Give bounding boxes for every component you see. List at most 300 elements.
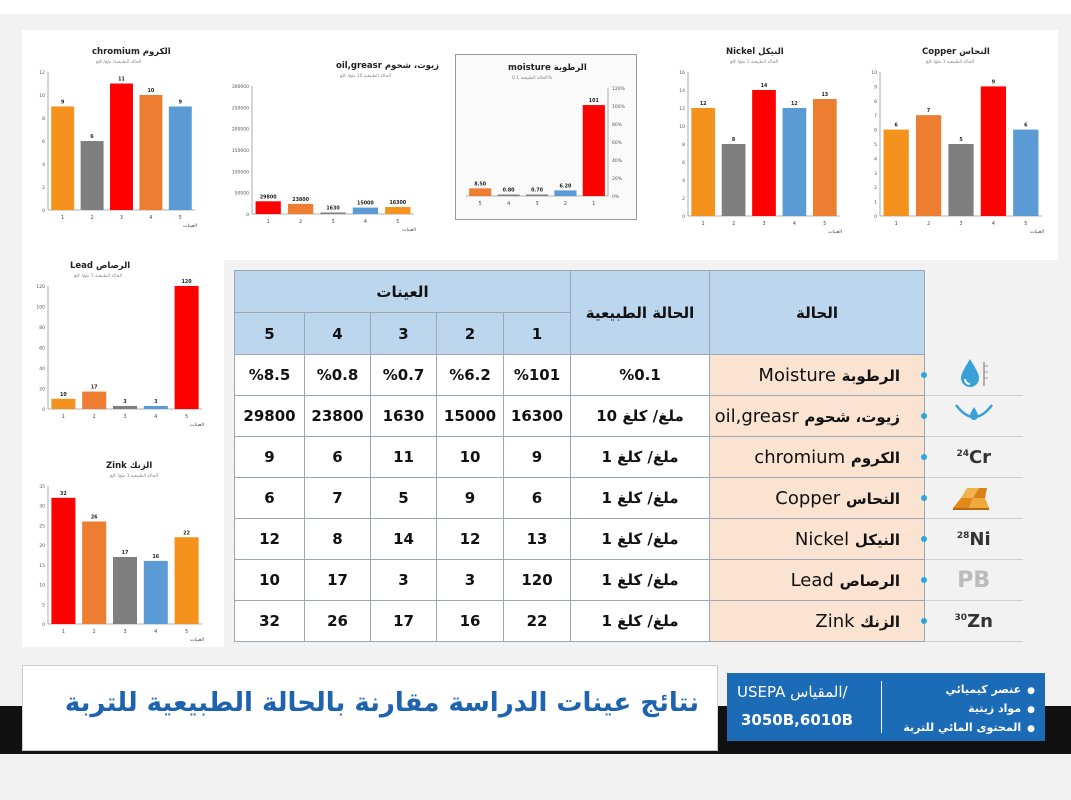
- sample-value: 120: [504, 560, 571, 601]
- state-cell: [710, 396, 925, 437]
- y-tick-label: 14: [679, 89, 685, 94]
- bar: [469, 188, 491, 196]
- state-english: oil,greasr: [714, 405, 799, 427]
- x-tick-label: 3: [123, 630, 127, 635]
- bar: [113, 557, 137, 624]
- bar: [916, 115, 941, 216]
- state-arabic: الزنك: [860, 612, 900, 631]
- bar: [1013, 130, 1038, 216]
- x-tick-label: 3: [762, 222, 766, 227]
- bar: [583, 105, 605, 196]
- state-english: Lead: [790, 569, 834, 591]
- data-label: 10: [147, 89, 155, 94]
- x-tick-label: 4: [363, 220, 367, 225]
- x-axis-label: العينات: [190, 423, 204, 428]
- state-arabic: الكروم: [850, 448, 900, 467]
- data-label: 26: [90, 515, 98, 521]
- y-tick-label: 0: [682, 215, 685, 220]
- sample-value: %101: [504, 355, 571, 396]
- y-tick-label: 2: [874, 186, 877, 192]
- chart-title: Copper النحاس: [922, 47, 990, 57]
- x-tick-label: 1: [592, 202, 596, 207]
- natural-value: 1 ملغ/ كلغ: [571, 560, 710, 601]
- y-tick-label: 60: [39, 346, 45, 352]
- chart-subtitle: الحالة الطبيعية 1 ملغ/ كلغ: [926, 60, 975, 65]
- y-tick-label: 100: [36, 305, 45, 311]
- data-label: 9: [991, 80, 996, 86]
- separator: [881, 681, 882, 733]
- sample-value: 3: [437, 560, 504, 601]
- x-tick-label: 1: [701, 222, 705, 227]
- table-row: [235, 437, 1023, 478]
- chart-subtitle: الحالة الطبيعية 0.1%: [512, 76, 552, 81]
- state-english: chromium: [754, 446, 846, 468]
- x-tick-label: 4: [507, 202, 511, 207]
- chart-title: chromium الكروم: [92, 47, 171, 57]
- y-tick-label: 8: [874, 99, 877, 105]
- chart-title: moisture الرطوبة: [508, 63, 587, 73]
- bar: [256, 201, 281, 214]
- bar: [981, 86, 1006, 216]
- bullet-dot: [921, 618, 927, 624]
- x-axis-label: العينات: [828, 230, 842, 235]
- natural-value: %0.1: [571, 355, 710, 396]
- sample-value: 5: [371, 478, 437, 519]
- x-tick-label: 4: [149, 216, 153, 221]
- y-tick-label: 300000: [231, 85, 249, 90]
- x-tick-label: 3: [535, 202, 539, 207]
- y-tick-label: 8: [42, 117, 45, 122]
- chart-subtitle: الحالة الطبيعية 1 ملغ/ كلغ: [730, 60, 779, 65]
- x-tick-label: 4: [154, 630, 158, 635]
- state-header: الحالة: [710, 271, 925, 355]
- state-arabic: الرطوبة: [841, 366, 900, 385]
- data-label: 0.80: [502, 188, 515, 194]
- x-tick-label: 4: [991, 222, 995, 227]
- data-label: 101: [588, 99, 599, 105]
- standard-legend-box: [727, 673, 1045, 741]
- nickel-chart-svg: [668, 42, 848, 238]
- y-tick-label: 10: [39, 94, 45, 99]
- chromium-element-icon: [925, 437, 1023, 478]
- y-tick-label: 6: [682, 161, 685, 166]
- nickel-chart: [668, 42, 848, 238]
- x-tick-label: 2: [563, 202, 567, 207]
- y-tick-label: 10: [679, 125, 685, 130]
- y-tick-label: 120: [36, 285, 45, 290]
- sample-value: 17: [305, 560, 371, 601]
- x-tick-label: 1: [61, 415, 65, 420]
- y-tick-label: 15: [39, 563, 45, 569]
- results-table: [234, 270, 1023, 642]
- element-symbol: Cr: [968, 446, 992, 468]
- y-tick-label: 0: [42, 408, 45, 413]
- data-label: 12: [791, 102, 798, 107]
- atomic-number: 30: [954, 612, 968, 623]
- data-label: 10: [60, 392, 67, 398]
- data-label: 9: [61, 100, 65, 106]
- copper-chart-svg: [860, 42, 1050, 238]
- bar: [783, 108, 807, 216]
- chart-subtitle: الحالة الطبيعية 1 ملغ/ كلغ: [74, 274, 123, 279]
- y-tick-label: 20%: [612, 177, 623, 182]
- bar: [320, 213, 345, 215]
- copper-bars-glyph: [949, 480, 999, 512]
- oil-chart-svg: [231, 56, 440, 236]
- state-english: Zink: [815, 610, 855, 632]
- data-label: 22: [183, 531, 190, 537]
- data-label: 16300: [389, 201, 407, 207]
- zink-chart: [28, 456, 210, 646]
- y-tick-label: 0: [42, 623, 45, 628]
- sample-value: 26: [305, 601, 371, 642]
- table-row: [235, 396, 1023, 437]
- oil-icon: [925, 396, 1023, 437]
- bar: [722, 144, 746, 216]
- x-tick-label: 5: [396, 220, 400, 225]
- samples-header: العينات: [235, 271, 571, 313]
- sample-number: 4: [305, 313, 371, 355]
- x-tick-label: 5: [185, 630, 189, 635]
- data-label: 8.50: [474, 182, 487, 188]
- table-row: [235, 355, 1023, 396]
- moisture-chart-svg: [458, 58, 634, 218]
- oil-chart: [231, 56, 440, 236]
- copper-bars-icon: [925, 478, 1023, 519]
- sample-value: 15000: [437, 396, 504, 437]
- moisture-chart: [458, 58, 634, 218]
- y-tick-label: 1: [874, 200, 877, 206]
- y-tick-label: 6: [42, 140, 45, 145]
- sample-value: 32: [235, 601, 305, 642]
- bar: [948, 144, 973, 216]
- zinc-element-icon: [925, 601, 1023, 642]
- element-symbol: PB: [957, 567, 991, 593]
- state-cell: [710, 437, 925, 478]
- bar: [144, 561, 168, 624]
- y-tick-label: 100000: [231, 170, 249, 176]
- y-tick-label: 12: [39, 71, 45, 76]
- bar: [884, 130, 909, 216]
- bar: [110, 84, 133, 211]
- y-tick-label: 20: [39, 544, 45, 550]
- icon-header: [925, 271, 1023, 355]
- x-tick-label: 3: [119, 216, 124, 221]
- x-tick-label: 5: [1024, 222, 1028, 227]
- y-tick-label: 0: [42, 209, 45, 214]
- bar: [82, 392, 106, 409]
- natural-value: 1 ملغ/ كلغ: [571, 519, 710, 560]
- sample-value: 9: [235, 437, 305, 478]
- y-tick-label: 50000: [234, 191, 249, 197]
- sample-value: 6: [235, 478, 305, 519]
- x-tick-label: 2: [92, 415, 96, 420]
- y-tick-label: 0: [874, 215, 877, 220]
- data-label: 6: [1024, 123, 1028, 129]
- x-tick-label: 2: [299, 220, 303, 225]
- x-tick-label: 1: [266, 220, 270, 225]
- element-symbol: Zn: [967, 610, 993, 632]
- y-tick-label: 3: [874, 171, 877, 177]
- state-cell: [710, 601, 925, 642]
- sample-value: 23800: [305, 396, 371, 437]
- data-label: 5: [959, 138, 963, 143]
- sample-value: %6.2: [437, 355, 504, 396]
- bar: [139, 95, 162, 210]
- data-label: 120: [181, 280, 192, 285]
- data-label: 11: [118, 77, 125, 83]
- state-arabic: النيكل: [854, 530, 900, 549]
- chart-title: Zink الزنك: [106, 461, 153, 471]
- bar: [385, 207, 410, 214]
- sample-value: 16300: [504, 396, 571, 437]
- bar: [144, 406, 168, 409]
- state-english: Copper: [775, 487, 841, 509]
- sample-value: %0.8: [305, 355, 371, 396]
- state-english: Nickel: [794, 528, 850, 550]
- bar: [554, 190, 576, 196]
- table-row: [235, 560, 1023, 601]
- bar: [51, 498, 75, 624]
- x-axis-label: العينات: [1030, 230, 1044, 235]
- atomic-number: 24: [956, 448, 969, 459]
- sample-value: 6: [504, 478, 571, 519]
- state-cell: [710, 478, 925, 519]
- natural-header: الحالة الطبيعية: [571, 271, 710, 355]
- bar: [51, 107, 74, 211]
- y-tick-label: 20: [39, 387, 45, 393]
- data-label: 8: [731, 138, 736, 143]
- top-strip: [0, 0, 1071, 14]
- standard-codes: 3050B,6010B: [741, 711, 854, 729]
- legend-item: ● المحتوى المائي للتربة: [903, 719, 1035, 738]
- bullet-dot: [921, 495, 927, 501]
- natural-value: 1 ملغ/ كلغ: [571, 478, 710, 519]
- x-tick-label: 5: [478, 202, 482, 207]
- sample-value: 3: [371, 560, 437, 601]
- x-tick-label: 1: [61, 630, 65, 635]
- x-tick-label: 4: [154, 415, 158, 420]
- sample-value: %0.7: [371, 355, 437, 396]
- bar: [752, 90, 776, 216]
- chromium-chart: [28, 42, 203, 232]
- data-label: 32: [60, 491, 67, 497]
- chart-title: Nickel النيكل: [726, 47, 784, 57]
- sample-value: 8: [305, 519, 371, 560]
- natural-value: 1 ملغ/ كلغ: [571, 601, 710, 642]
- bar: [113, 406, 137, 409]
- y-tick-label: 40: [39, 367, 45, 372]
- chart-subtitle: الحالة الطبيعية/ ملغ/ كلغ: [96, 60, 142, 65]
- natural-value: 1 ملغ/ كلغ: [571, 437, 710, 478]
- bullet-dot: [921, 372, 927, 378]
- sample-number: 3: [371, 313, 437, 355]
- sample-number: 2: [437, 313, 504, 355]
- data-label: 6: [90, 135, 94, 140]
- x-axis-label: العينات: [402, 228, 416, 233]
- bar: [526, 195, 548, 197]
- y-tick-label: 2: [682, 197, 685, 202]
- y-tick-label: 40%: [612, 159, 623, 164]
- y-tick-label: 35: [39, 485, 45, 490]
- x-tick-label: 2: [732, 222, 736, 227]
- y-tick-label: 4: [874, 157, 877, 163]
- sample-number: 5: [235, 313, 305, 355]
- sample-value: 22: [504, 601, 571, 642]
- bar: [175, 286, 199, 409]
- x-tick-label: 5: [178, 216, 182, 221]
- data-label: 17: [121, 550, 129, 556]
- legend-item: ● عنصر كيميائي: [903, 681, 1035, 700]
- sample-value: 9: [437, 478, 504, 519]
- y-tick-label: 16: [679, 71, 685, 76]
- y-tick-label: 4: [682, 179, 685, 184]
- x-tick-label: 3: [331, 220, 335, 225]
- chart-title: Lead الرصاص: [70, 261, 131, 271]
- copper-chart: [860, 42, 1050, 238]
- bar: [81, 141, 104, 210]
- x-axis-label: العينات: [190, 638, 204, 643]
- y-tick-label: 250000: [231, 106, 249, 112]
- sample-number: 1: [504, 313, 571, 355]
- data-label: 14: [760, 84, 768, 89]
- bar: [691, 108, 715, 216]
- state-arabic: النحاس: [845, 489, 900, 508]
- bullet-dot: [921, 577, 927, 583]
- bar: [813, 99, 837, 216]
- x-tick-label: 4: [792, 222, 796, 227]
- chart-title: oil,greasr زيوت، شحوم: [336, 61, 440, 71]
- water-drop-icon: [925, 355, 1023, 396]
- legend-item: ● مواد زيتية: [903, 700, 1035, 719]
- chart-subtitle: الحالة الطبيعية 1 ملغ/ كلغ: [110, 474, 159, 479]
- bullet-dot: [921, 413, 927, 419]
- chart-subtitle: الحالة الطبيعية 10 ملغ/ كلغ: [340, 74, 391, 79]
- sample-value: 14: [371, 519, 437, 560]
- state-cell: [710, 560, 925, 601]
- state-arabic: الرصاص: [839, 571, 900, 590]
- sample-value: %8.5: [235, 355, 305, 396]
- data-label: 3: [123, 399, 127, 405]
- y-tick-label: 0: [246, 213, 249, 218]
- lead-chart: [28, 256, 210, 431]
- data-label: 17: [90, 385, 98, 391]
- natural-value: 10 ملغ/ كلغ: [571, 396, 710, 437]
- oil-glyph: [952, 399, 996, 429]
- x-axis-label: العينات: [183, 224, 197, 229]
- bar: [288, 204, 313, 214]
- sample-value: 11: [371, 437, 437, 478]
- state-cell: [710, 519, 925, 560]
- x-tick-label: 2: [927, 222, 931, 227]
- y-tick-label: 8: [682, 143, 685, 148]
- x-tick-label: 3: [123, 415, 127, 420]
- y-tick-label: 5: [874, 143, 877, 148]
- sample-value: 10: [235, 560, 305, 601]
- data-label: 1630: [326, 206, 340, 212]
- standard-label: USEPA المقياس/: [737, 683, 848, 701]
- x-tick-label: 3: [959, 222, 963, 227]
- bar: [175, 537, 199, 624]
- bar: [169, 107, 192, 211]
- y-tick-label: 0%: [612, 195, 620, 200]
- x-tick-label: 5: [185, 415, 189, 420]
- element-symbol: Ni: [969, 528, 991, 550]
- data-label: 29800: [259, 195, 277, 201]
- y-tick-label: 30: [39, 504, 45, 510]
- sample-value: 7: [305, 478, 371, 519]
- sample-value: 29800: [235, 396, 305, 437]
- y-tick-label: 7: [874, 114, 877, 120]
- y-tick-label: 5: [42, 603, 45, 609]
- sample-value: 1630: [371, 396, 437, 437]
- data-label: 23800: [292, 197, 309, 203]
- state-english: Moisture: [758, 364, 836, 386]
- table-row: [235, 601, 1023, 642]
- x-tick-label: 1: [61, 216, 65, 221]
- chromium-chart-svg: [28, 42, 203, 232]
- data-label: 7: [926, 109, 931, 115]
- x-tick-label: 2: [90, 216, 94, 221]
- data-label: 12: [699, 102, 707, 107]
- data-label: 13: [821, 93, 829, 98]
- state-cell: [710, 355, 925, 396]
- sample-value: 12: [235, 519, 305, 560]
- bar: [82, 521, 106, 624]
- y-tick-label: 80%: [612, 123, 623, 128]
- state-arabic: زيوت، شحوم: [804, 407, 900, 426]
- sample-value: 10: [437, 437, 504, 478]
- sample-value: 12: [437, 519, 504, 560]
- y-tick-label: 12: [679, 107, 685, 112]
- table-row: [235, 519, 1023, 560]
- x-tick-label: 1: [894, 222, 898, 227]
- sample-value: 13: [504, 519, 571, 560]
- sample-value: 9: [504, 437, 571, 478]
- sample-value: 6: [305, 437, 371, 478]
- slide-title: نتائج عينات الدراسة مقارنة بالحالة الطبيعية للتربة: [64, 688, 699, 718]
- y-tick-label: 80: [39, 326, 45, 331]
- data-label: 3: [154, 399, 158, 405]
- y-tick-label: 120%: [612, 87, 625, 92]
- sample-value: 17: [371, 601, 437, 642]
- data-label: 0.70: [531, 188, 543, 194]
- data-label: 6.20: [559, 184, 572, 190]
- title-box: [22, 665, 718, 751]
- y-tick-label: 6: [874, 128, 877, 134]
- y-tick-label: 150000: [231, 149, 249, 154]
- y-tick-label: 200000: [231, 127, 249, 133]
- nickel-element-icon: [925, 519, 1023, 560]
- zink-chart-svg: [28, 456, 210, 646]
- bar: [498, 195, 520, 197]
- y-tick-label: 4: [42, 163, 45, 168]
- legend-list: [903, 681, 1035, 738]
- y-tick-label: 9: [874, 85, 877, 91]
- bar: [51, 399, 75, 409]
- data-label: 9: [178, 100, 182, 106]
- y-tick-label: 10: [871, 71, 877, 76]
- x-tick-label: 2: [92, 630, 96, 635]
- table-row: [235, 478, 1023, 519]
- bullet-dot: [921, 454, 927, 460]
- y-tick-label: 100%: [612, 105, 625, 110]
- water-drop-glyph: [954, 356, 994, 390]
- y-tick-label: 2: [42, 186, 45, 191]
- atomic-number: 28: [956, 530, 970, 541]
- sample-value: 16: [437, 601, 504, 642]
- data-label: 6: [894, 123, 898, 129]
